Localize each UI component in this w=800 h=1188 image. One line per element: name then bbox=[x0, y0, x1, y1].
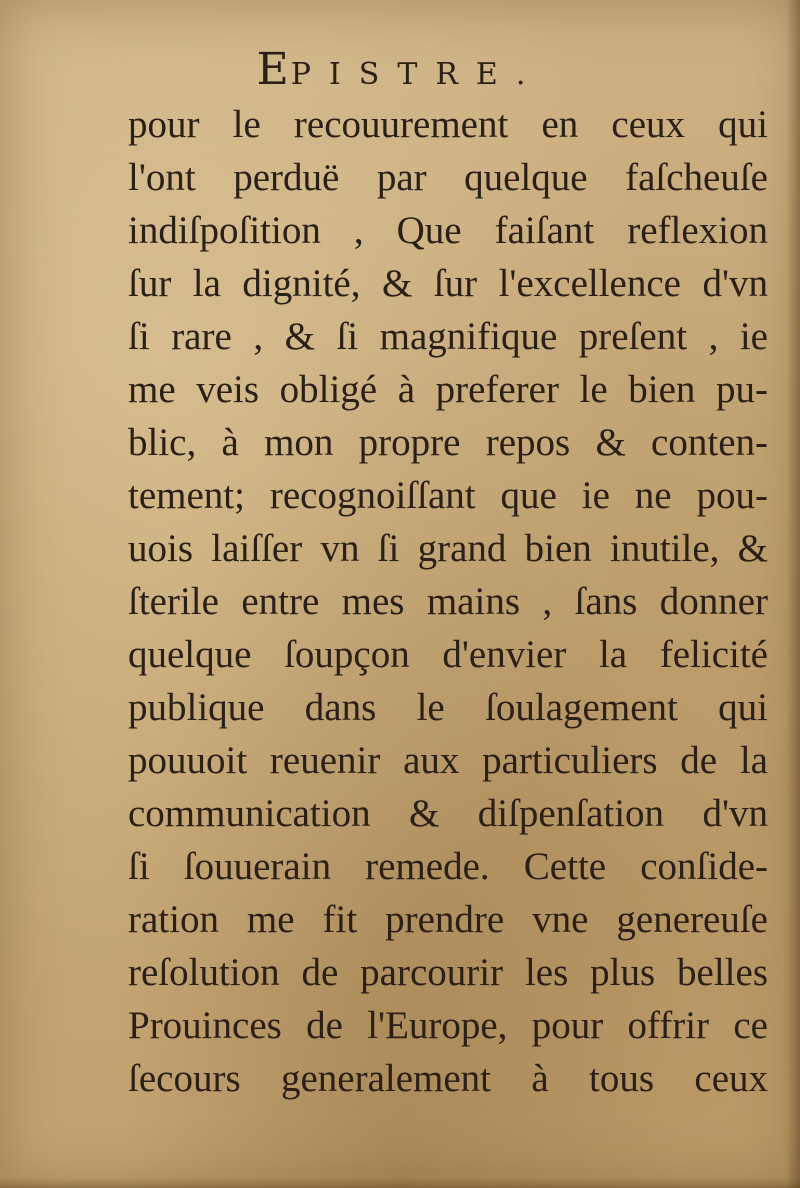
text-line: ſecours generalement à tous ceux bbox=[128, 1057, 768, 1100]
text-line: ſur la dignité, & ſur l'excellence d'vn bbox=[128, 262, 768, 305]
text-line: quelque ſoupçon d'envier la felicité bbox=[128, 633, 768, 676]
running-header bbox=[0, 44, 800, 95]
text-line: l'ont perduë par quelque faſcheuſe bbox=[128, 156, 768, 199]
text-line: communication & diſpenſation d'vn bbox=[128, 792, 768, 835]
body-text bbox=[128, 98, 778, 1105]
text-line: publique dans le ſoulagement qui bbox=[128, 686, 768, 729]
header-rest: PISTRE. bbox=[290, 57, 544, 92]
text-line: indiſpoſition , Que faiſant reflexion bbox=[128, 209, 768, 252]
text-line: pouuoit reuenir aux particuliers de la bbox=[128, 739, 768, 782]
page-bottom-shadow bbox=[0, 1178, 800, 1188]
text-line: pour le recouurement en ceux qui bbox=[128, 103, 768, 146]
text-line: ſi ſouuerain remede. Cette conſide- bbox=[128, 845, 768, 888]
header-initial: E bbox=[256, 44, 291, 95]
page-edge-shadow bbox=[786, 0, 800, 1188]
text-line: reſolution de parcourir les plus belles bbox=[128, 951, 768, 994]
text-line: uois laiſſer vn ſi grand bien inutile, & bbox=[128, 527, 768, 570]
text-line: ſterile entre mes mains , ſans donner bbox=[128, 580, 768, 623]
text-line: tement; recognoiſſant que ie ne pou- bbox=[128, 474, 768, 517]
text-line: Prouinces de l'Europe, pour offrir ce bbox=[128, 1004, 768, 1047]
text-line: ſi rare , & ſi magnifique preſent , ie bbox=[128, 315, 768, 358]
text-line: me veis obligé à preferer le bien pu- bbox=[128, 368, 768, 411]
text-line: blic, à mon propre repos & conten- bbox=[128, 421, 768, 464]
text-line: ration me fit prendre vne genereuſe bbox=[128, 898, 768, 941]
